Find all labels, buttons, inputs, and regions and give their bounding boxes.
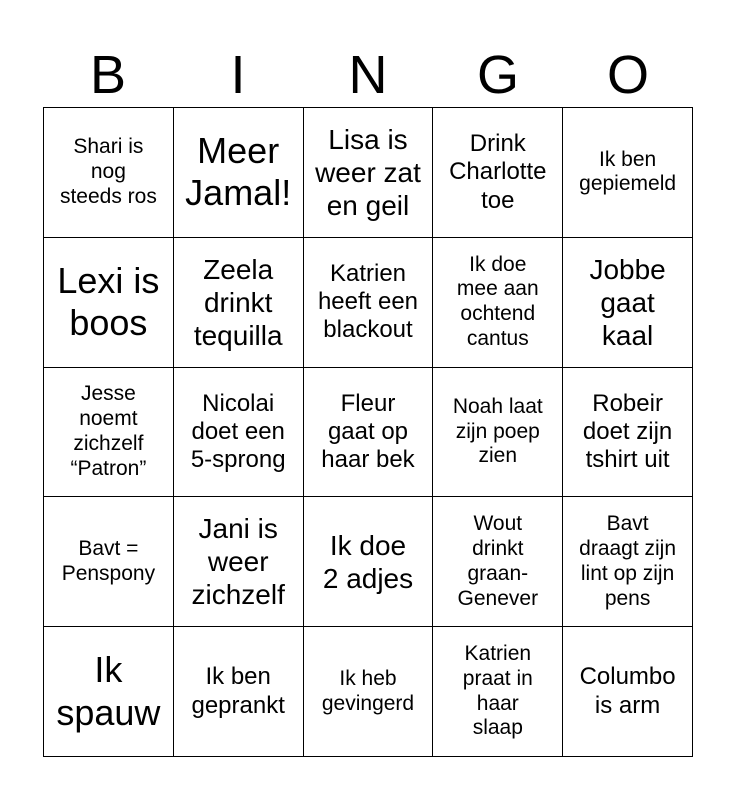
bingo-cell: Drink Charlotte toe xyxy=(433,108,563,238)
header-letter-n: N xyxy=(348,45,388,105)
bingo-cell: Jesse noemt zichzelf “Patron” xyxy=(44,367,174,497)
bingo-cell: Ik spauw xyxy=(44,627,174,757)
bingo-cell: Zeela drinkt tequilla xyxy=(173,237,303,367)
header-letter-i: I xyxy=(230,45,246,105)
bingo-cell: Katrien praat in haar slaap xyxy=(433,627,563,757)
bingo-cell: Jani is weer zichzelf xyxy=(173,497,303,627)
bingo-cell: Wout drinkt graan- Genever xyxy=(433,497,563,627)
bingo-board xyxy=(43,107,693,757)
bingo-header xyxy=(43,42,693,108)
board-row xyxy=(44,108,693,238)
header-letter-g: G xyxy=(476,45,519,105)
header-letter-o: O xyxy=(606,45,649,105)
bingo-cell: Bavt draagt zijn lint op zijn pens xyxy=(563,497,693,627)
bingo-cell: Ik ben gepiemeld xyxy=(563,108,693,238)
board-row xyxy=(44,497,693,627)
bingo-cell: Robeir doet zijn tshirt uit xyxy=(563,367,693,497)
bingo-cell: Ik ben geprankt xyxy=(173,627,303,757)
bingo-cell: Fleur gaat op haar bek xyxy=(303,367,433,497)
bingo-cell: Nicolai doet een 5-sprong xyxy=(173,367,303,497)
bingo-cell: Ik doe mee aan ochtend cantus xyxy=(433,237,563,367)
bingo-cell: Lisa is weer zat en geil xyxy=(303,108,433,238)
bingo-cell: Columbo is arm xyxy=(563,627,693,757)
bingo-cell: Shari is nog steeds ros xyxy=(44,108,174,238)
board-row xyxy=(44,237,693,367)
bingo-cell: Noah laat zijn poep zien xyxy=(433,367,563,497)
bingo-cell: Katrien heeft een blackout xyxy=(303,237,433,367)
bingo-cell: Ik doe 2 adjes xyxy=(303,497,433,627)
header-letter-b: B xyxy=(89,45,127,105)
board-row xyxy=(44,367,693,497)
bingo-cell: Meer Jamal! xyxy=(173,108,303,238)
board-row xyxy=(44,627,693,757)
bingo-cell: Bavt = Penspony xyxy=(44,497,174,627)
bingo-cell: Lexi is boos xyxy=(44,237,174,367)
bingo-cell: Ik heb gevingerd xyxy=(303,627,433,757)
bingo-cell: Jobbe gaat kaal xyxy=(563,237,693,367)
